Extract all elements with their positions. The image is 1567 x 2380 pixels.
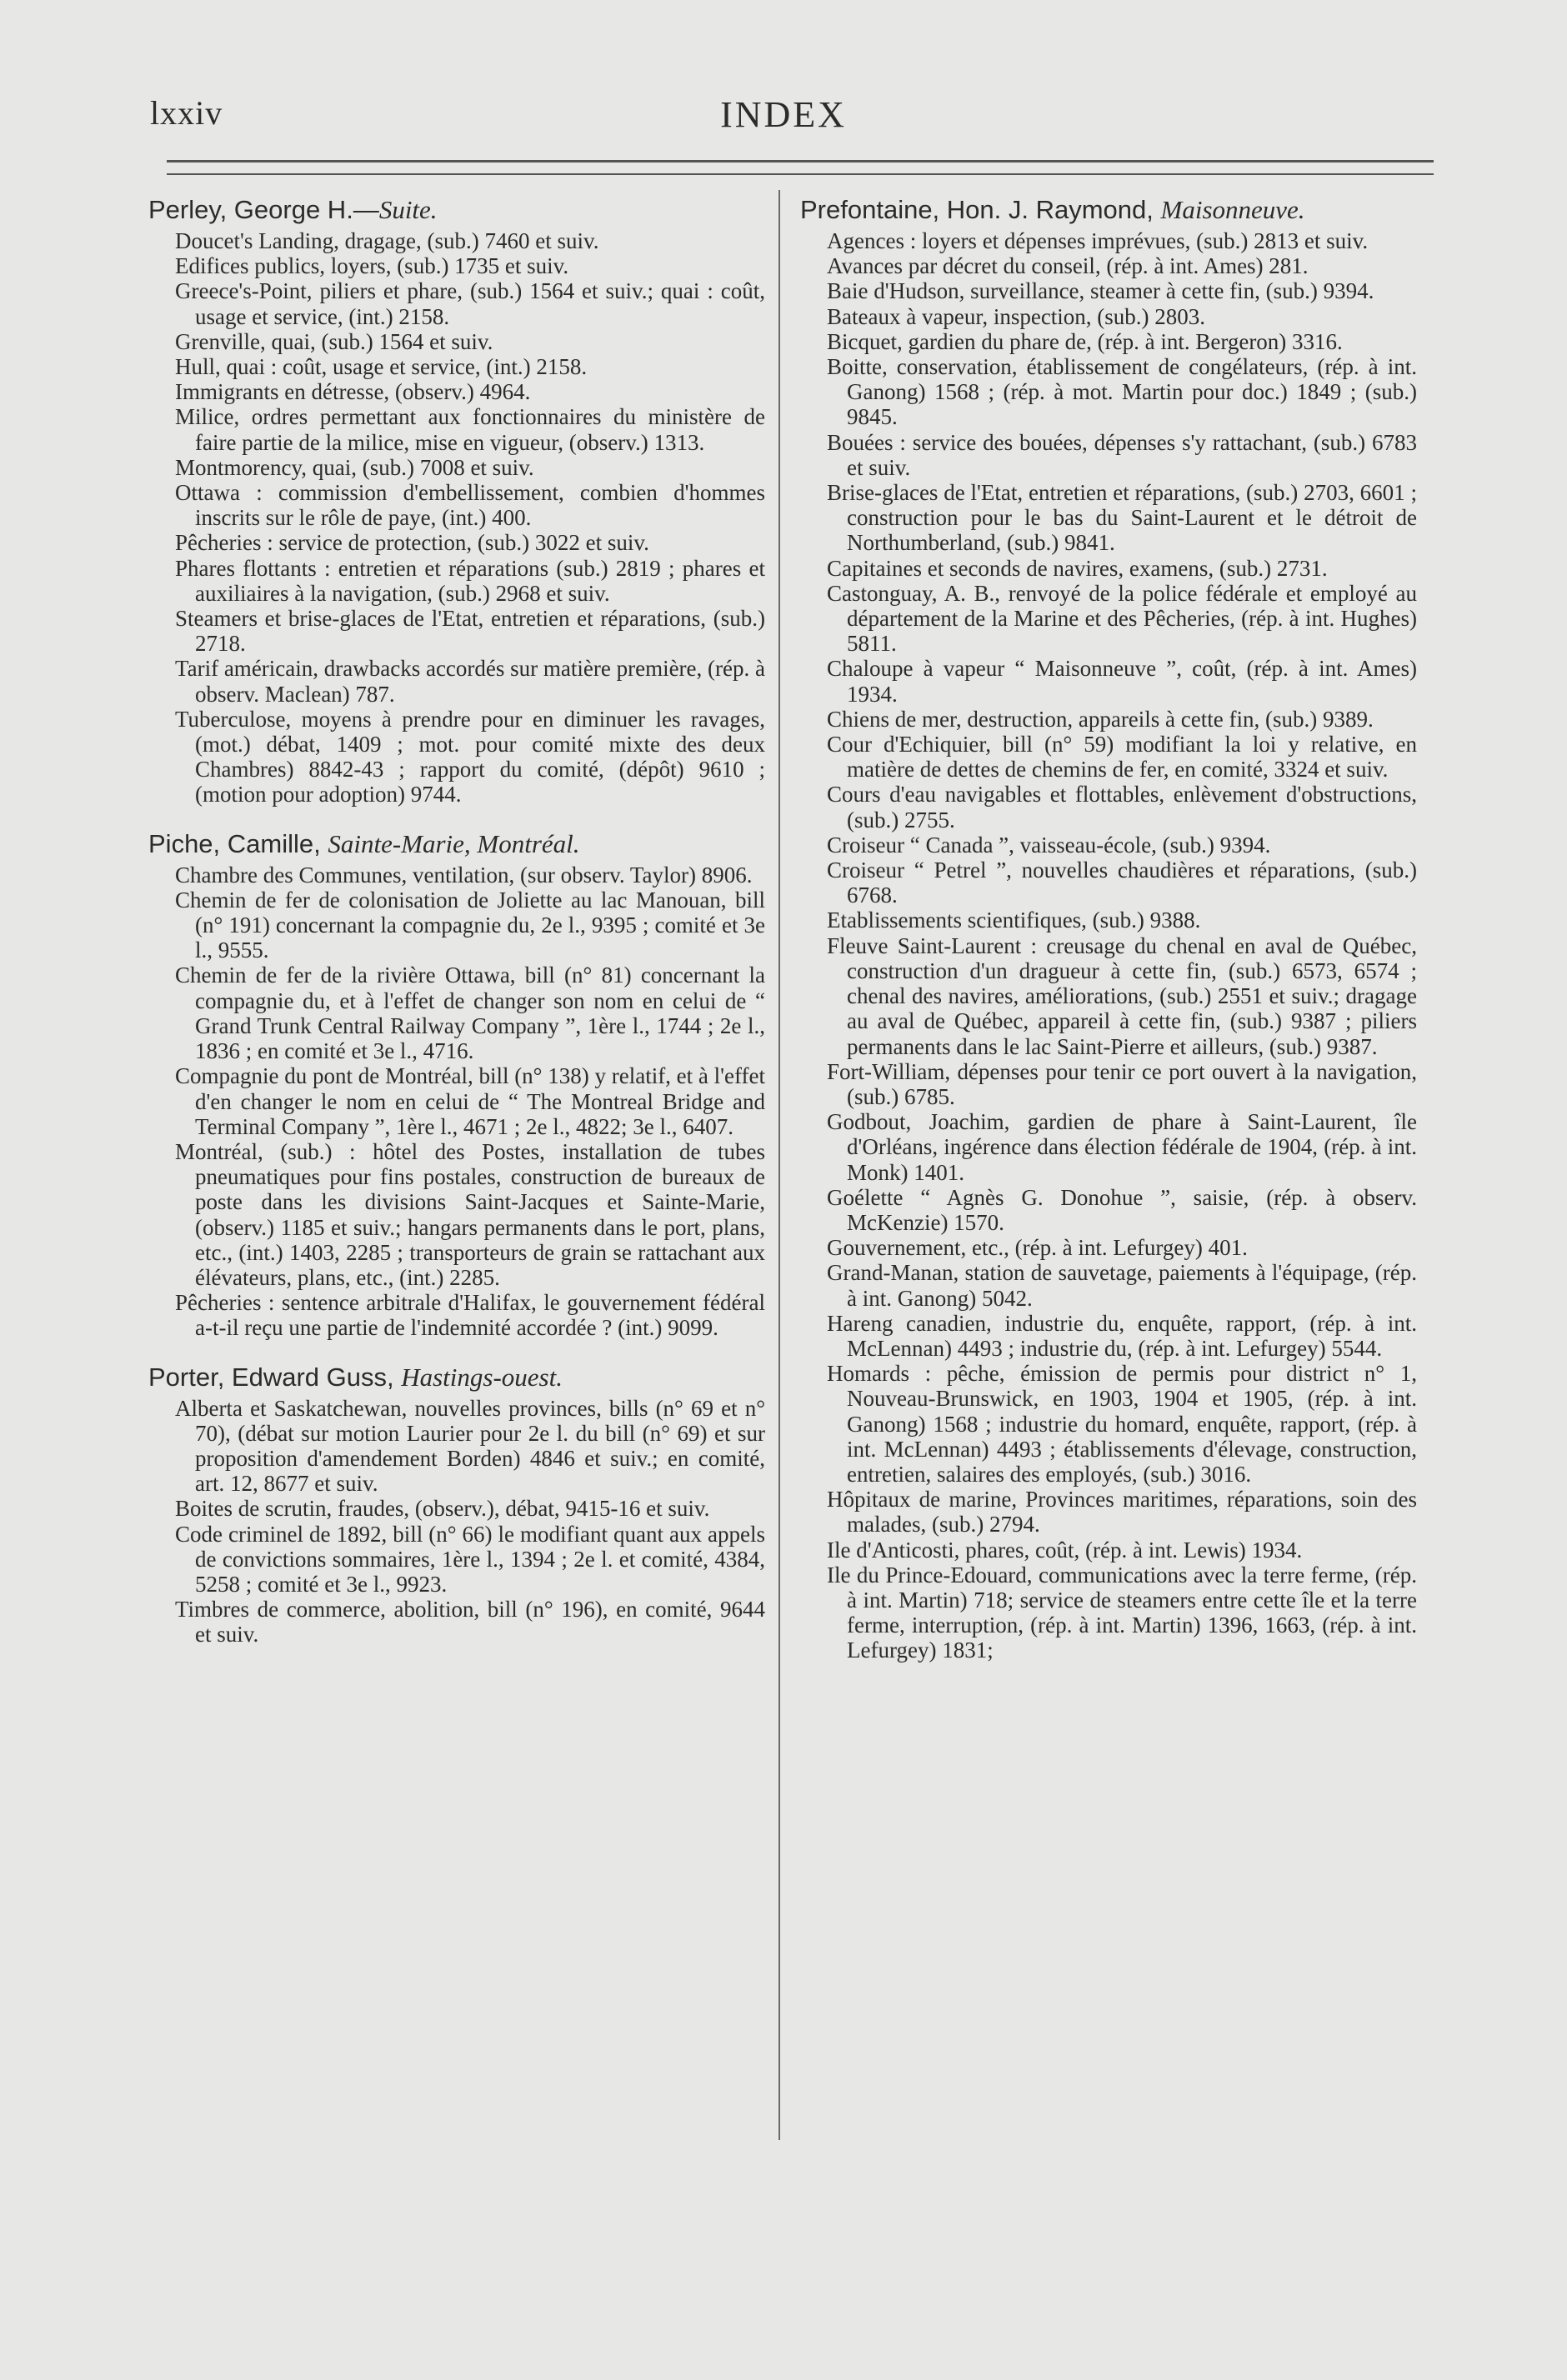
subject-item: Chambre des Communes, ventilation, (sur observ. Taylor) 8906. [175,862,753,888]
subject-item: Steamers et brise-glaces de l'Etat, entretien et réparations, (sub.) 2718. [175,606,765,657]
subject-item: Timbres de commerce, abolition, bill (n° 196), en comité, 9644 et suiv. [175,1597,765,1648]
subject-item: Pêcheries : sentence arbitrale d'Halifax, le gouvernement fédéral a-t-il reçu une partie de l'indemnité accordée ? (int.) 9099. [175,1290,765,1341]
index-entry [148,828,765,1341]
subject-item: Fort-William, dépenses pour tenir ce port ouvert à la navigation, (sub.) 6785. [827,1058,1417,1109]
subject-item: Tuberculose, moyens à prendre pour en diminuer les ravages, (mot.) débat, 1409 ; mot. pour comité mixte des deux Chambres) 8842-43 ; rapport du comité, (dépôt) 9610 ; (motion pour adoption) 9744. [175,706,765,808]
subject-item: Ile du Prince-Edouard, communications avec la terre ferme, (rép. à int. Martin) 718; service de steamers entre cette île et la terre ferme, interruption, (rép. à int. Martin) 1396, 1663, (rép. à int. Lefurgey) 1831; [827,1562,1417,1663]
subject-item: Croiseur “ Petrel ”, nouvelles chaudières et réparations, (sub.) 6768. [827,858,1417,908]
subject-item: Alberta et Saskatchewan, nouvelles provinces, bills (n° 69 et n° 70), (débat sur motion Laurier pour 2e l. du bill (n° 69) et sur proposition d'amendement Borden) 4846 et suiv.; en comité, art. 12, 8677 et suiv. [175,1395,765,1497]
subject-item: Agences : loyers et dépenses imprévues, (sub.) 2813 et suiv. [827,228,1369,253]
subject-item: Etablissements scientifiques, (sub.) 9388. [827,908,1201,933]
entry-heading [148,828,765,861]
member-riding: Sainte-Marie, Montréal. [328,828,580,858]
subject-item: Boitte, conservation, établissement de congélateurs, (rép. à int. Ganong) 1568 ; (rép. à mot. Martin pour doc.) 1849 ; (sub.) 9845. [827,354,1417,430]
member-name: Porter, Edward Guss, [148,1362,402,1392]
subject-item: Bouées : service des bouées, dépenses s'y rattachant, (sub.) 6783 et suiv. [827,429,1417,480]
subject-item: Bateaux à vapeur, inspection, (sub.) 2803. [827,303,1206,329]
subject-item: Cours d'eau navigables et flottables, enlèvement d'obstructions, (sub.) 2755. [827,782,1417,832]
subject-item: Milice, ordres permettant aux fonctionnaires du ministère de faire partie de la milice, mise en vigueur, (observ.) 1313. [175,404,765,455]
member-name: Perley, George H.— [148,195,379,224]
subject-item: Avances par décret du conseil, (rép. à int. Ames) 281. [827,253,1309,279]
subject-item: Croiseur “ Canada ”, vaisseau-école, (sub.) 9394. [827,832,1271,858]
subject-item: Chemin de fer de la rivière Ottawa, bill (n° 81) concernant la compagnie du, et à l'effet de changer son nom en celui de “ Grand Trunk Central Railway Company ”, 1ère l., 1744 ; 2e l., 1836 ; en comité et 3e l., 4716. [175,962,765,1064]
index-entry [148,193,765,808]
subject-item: Immigrants en détresse, (observ.) 4964. [175,379,531,405]
subject-item: Phares flottants : entretien et réparations (sub.) 2819 ; phares et auxiliaires à la navigation, (sub.) 2968 et suiv. [175,555,765,606]
subject-item: Boites de scrutin, fraudes, (observ.), débat, 9415-16 et suiv. [175,1496,710,1522]
subject-item: Chiens de mer, destruction, appareils à cette fin, (sub.) 9389. [827,706,1374,732]
subject-item: Baie d'Hudson, surveillance, steamer à cette fin, (sub.) 9394. [827,278,1374,304]
subject-item: Edifices publics, loyers, (sub.) 1735 et suiv. [175,253,569,279]
subject-item: Grand-Manan, station de sauvetage, paiements à l'équipage, (rép. à int. Ganong) 5042. [827,1260,1417,1311]
subject-item: Hull, quai : coût, usage et service, (int.) 2158. [175,354,588,380]
subject-item: Grenville, quai, (sub.) 1564 et suiv. [175,328,493,354]
member-riding: Maisonneuve. [1160,195,1305,224]
left-column [148,193,765,1668]
subject-item: Bicquet, gardien du phare de, (rép. à int. Bergeron) 3316. [827,328,1343,354]
subject-item: Montréal, (sub.) : hôtel des Postes, installation de tubes pneumatiques pour fins postales, construction de bureaux de poste dans les divisions Saint-Jacques et Sainte-Marie, (observ.) 1185 et suiv.; hangars permanents dans le port, plans, etc., (int.) 1403, 2285 ; transporteurs de grain se rattachant aux élévateurs, plans, etc., (int.) 2285. [175,1138,765,1290]
subject-item: Greece's-Point, piliers et phare, (sub.) 1564 et suiv.; quai : coût, usage et service, (int.) 2158. [175,278,765,329]
subject-item: Montmorency, quai, (sub.) 7008 et suiv. [175,454,534,480]
subject-item: Hareng canadien, industrie du, enquête, rapport, (rép. à int. McLennan) 4493 ; industrie du, (rép. à int. Lefurgey) 5544. [827,1310,1417,1361]
index-entry [800,193,1417,1663]
subject-item: Code criminel de 1892, bill (n° 66) le modifiant quant aux appels de convictions sommaires, 1ère l., 1394 ; 2e l. et comité, 4384, 5258 ; comité et 3e l., 9923. [175,1521,765,1597]
subject-item: Ottawa : commission d'embellissement, combien d'hommes inscrits sur le rôle de paye, (int.) 400. [175,480,765,531]
member-riding: Suite. [378,195,438,224]
index-entry [148,1361,765,1648]
right-column [800,193,1417,1683]
subject-item: Chemin de fer de colonisation de Joliette au lac Manouan, bill (n° 191) concernant la compagnie du, 2e l., 9395 ; comité et 3e l., 9555. [175,887,765,963]
entry-heading [800,193,1417,227]
member-riding: Hastings-ouest. [401,1362,563,1392]
subject-item: Castonguay, A. B., renvoyé de la police fédérale et employé au département de la Marine et des Pêcheries, (rép. à int. Hughes) 5811. [827,580,1417,657]
member-name: Prefontaine, Hon. J. Raymond, [800,195,1161,224]
header-rule-top [167,160,1434,162]
subject-item: Compagnie du pont de Montréal, bill (n° 138) y relatif, et à l'effet d'en changer le nom en celui de “ The Montreal Bridge and Terminal Company ”, 1ère l., 4671 ; 2e l., 4822; 3e l., 6407. [175,1063,765,1139]
subject-item: Pêcheries : service de protection, (sub.) 3022 et suiv. [175,530,649,556]
subject-item: Chaloupe à vapeur “ Maisonneuve ”, coût, (rép. à int. Ames) 1934. [827,656,1417,707]
subject-item: Cour d'Echiquier, bill (n° 59) modifiant la loi y relative, en matière de dettes de chemins de fer, en comité, 3324 et suiv. [827,732,1417,782]
member-name: Piche, Camille, [148,828,328,858]
subject-item: Tarif américain, drawbacks accordés sur matière première, (rép. à observ. Maclean) 787. [175,656,765,707]
subject-item: Brise-glaces de l'Etat, entretien et réparations, (sub.) 2703, 6601 ; construction pour le bas du Saint-Laurent et le détroit de Northumberland, (sub.) 9841. [827,480,1417,556]
page-number: lxxiv [150,94,223,132]
subject-item: Fleuve Saint-Laurent : creusage du chenal en aval de Québec, construction d'un dragueur à cette fin, (sub.) 6573, 6574 ; chenal des navires, améliorations, (sub.) 2551 et suiv.; dragage au aval de Québec, appareil à cette fin, (sub.) 9387 ; piliers permanents dans le lac Saint-Pierre et ailleurs, (sub.) 9387. [827,932,1417,1059]
header-rule-bottom [167,173,1434,175]
subject-item: Homards : pêche, émission de permis pour district n° 1, Nouveau-Brunswick, en 1903, 1904 et 1905, (rép. à int. Ganong) 1568 ; industrie du homard, enquête, rapport, (rép. à int. McLennan) 4493 ; établissements d'élevage, construction, entretien, salaires des employés, (sub.) 3016. [827,1361,1417,1487]
entry-heading [148,1361,765,1394]
subject-item: Gouvernement, etc., (rép. à int. Lefurgey) 401. [827,1235,1248,1261]
column-divider [778,190,780,2140]
subject-item: Doucet's Landing, dragage, (sub.) 7460 et suiv. [175,228,599,253]
subject-item: Godbout, Joachim, gardien de phare à Saint-Laurent, île d'Orléans, ingérence dans élection fédérale de 1904, (rép. à int. Monk) 1401. [827,1109,1417,1185]
subject-item: Hôpitaux de marine, Provinces maritimes, réparations, soin des malades, (sub.) 2794. [827,1487,1417,1538]
subject-item: Goélette “ Agnès G. Donohue ”, saisie, (rép. à observ. McKenzie) 1570. [827,1184,1417,1235]
subject-item: Capitaines et seconds de navires, examens, (sub.) 2731. [827,555,1328,581]
entry-heading [148,193,765,227]
subject-item: Ile d'Anticosti, phares, coût, (rép. à int. Lewis) 1934. [827,1537,1303,1562]
page-title: INDEX [720,94,847,135]
